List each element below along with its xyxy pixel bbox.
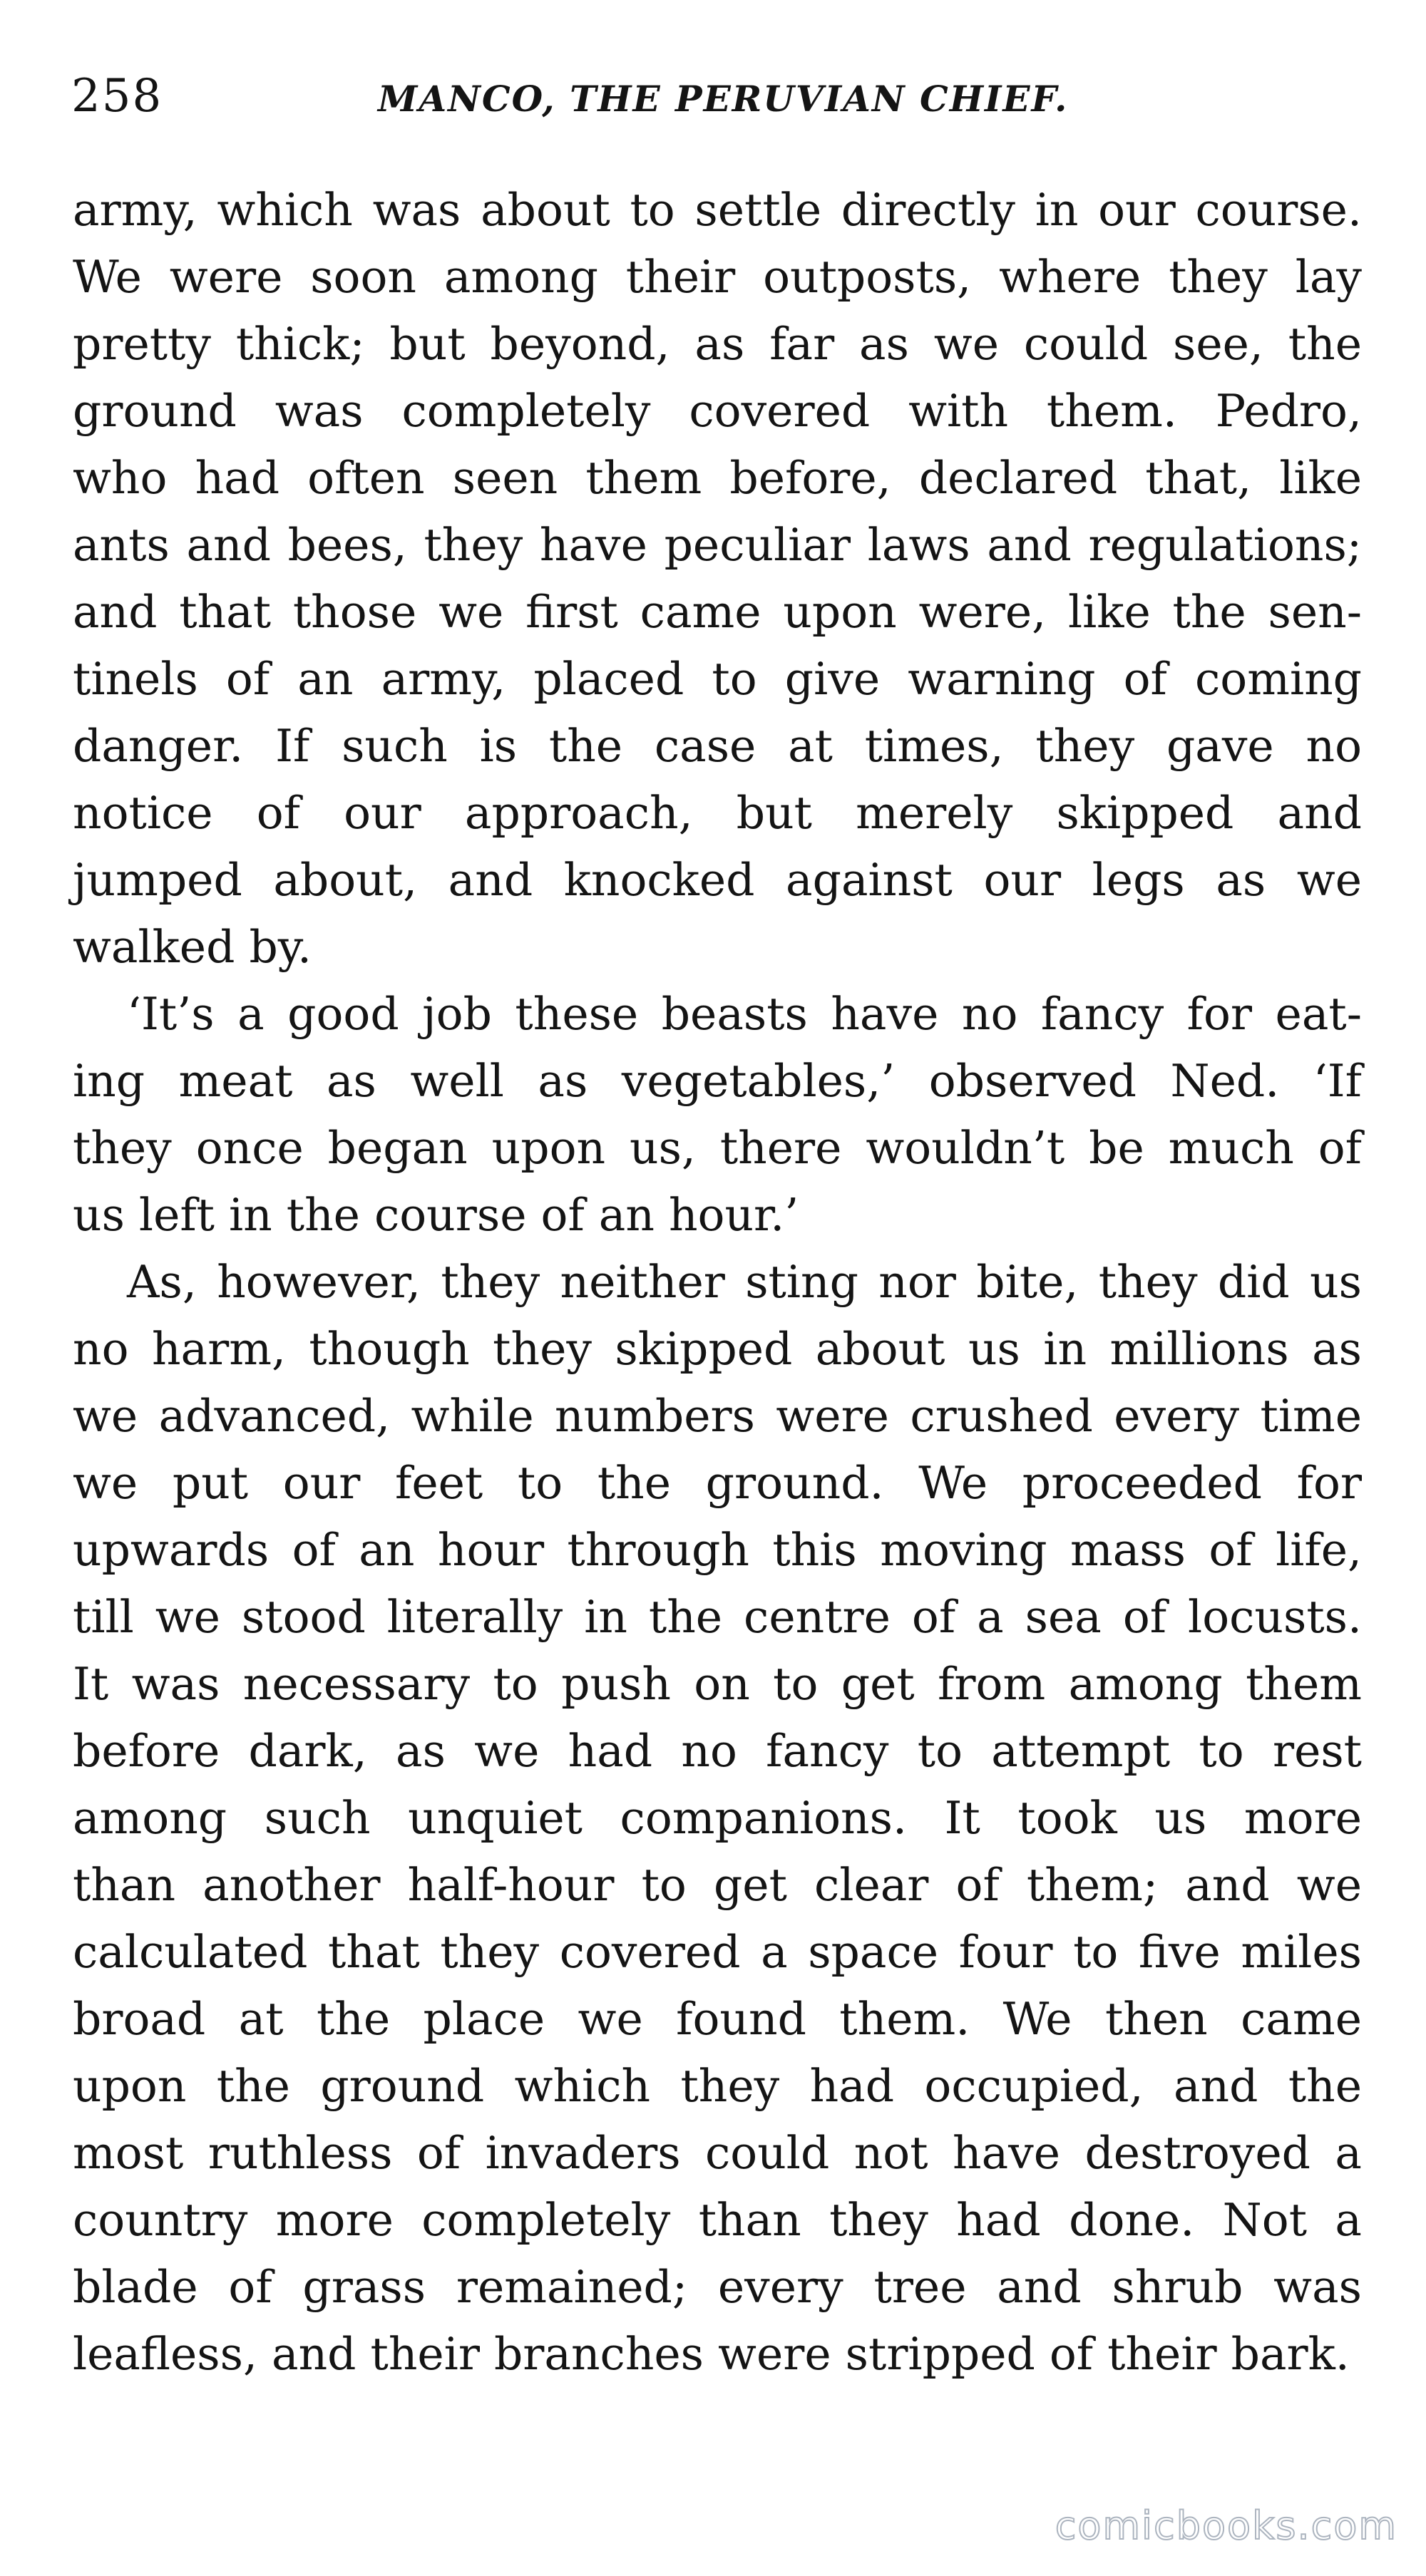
text-line: till we stood literally in the centre of a sea of locusts. [73, 1591, 1362, 1643]
text-line: we put our feet to the ground. We proceeded for [73, 1457, 1362, 1509]
text-line: As, however, they neither sting nor bite, they did us [127, 1256, 1362, 1308]
text-line: calculated that they covered a space four to five miles [73, 1926, 1362, 1978]
text-line: ‘It’s a good job these beasts have no fancy for eat- [127, 988, 1362, 1040]
text-line: upon the ground which they had occupied, and the [73, 2060, 1362, 2112]
paragraph [73, 1249, 1362, 2388]
text-line: than another half-hour to get clear of them; and we [73, 1859, 1362, 1911]
text-line: army, which was about to settle directly in our course. [73, 184, 1362, 236]
text-line: they once began upon us, there wouldn’t be much of [73, 1122, 1362, 1174]
text-line: no harm, though they skipped about us in millions as [73, 1323, 1362, 1375]
text-line: ants and bees, they have peculiar laws and regulations; [73, 519, 1362, 571]
page-number: 258 [71, 70, 163, 123]
body-text [73, 177, 1362, 2388]
text-line: ing meat as well as vegetables,’ observed Ned. ‘If [73, 1055, 1362, 1107]
text-line: before dark, as we had no fancy to attempt to rest [73, 1725, 1362, 1777]
text-line: country more completely than they had done. Not a [73, 2194, 1362, 2246]
text-line: ground was completely covered with them. Pedro, [73, 385, 1362, 437]
text-line: It was necessary to push on to get from among them [73, 1658, 1362, 1710]
text-line: us left in the course of an hour.’ [73, 1189, 799, 1241]
watermark-logo: comicbooks.com [1055, 2503, 1397, 2548]
text-line: walked by. [73, 921, 312, 973]
text-line: we advanced, while numbers were crushed every time [73, 1390, 1362, 1442]
text-line: We were soon among their outposts, where they lay [73, 251, 1362, 303]
text-line: broad at the place we found them. We then came [73, 1993, 1362, 2045]
text-line: danger. If such is the case at times, they gave no [73, 720, 1362, 772]
text-line: pretty thick; but beyond, as far as we could see, the [73, 318, 1362, 370]
text-line: most ruthless of invaders could not have destroyed a [73, 2127, 1362, 2179]
running-title: MANCO, THE PERUVIAN CHIEF. [378, 78, 1069, 120]
page-header [71, 68, 1355, 132]
text-line: and that those we first came upon were, like the sen- [73, 586, 1362, 638]
text-line: among such unquiet companions. It took us more [73, 1792, 1362, 1844]
text-line: tinels of an army, placed to give warning of coming [73, 653, 1362, 705]
text-line: who had often seen them before, declared that, like [73, 452, 1362, 504]
paragraph [73, 981, 1362, 1249]
text-line: upwards of an hour through this moving mass of life, [73, 1524, 1362, 1576]
text-line: notice of our approach, but merely skipped and [73, 787, 1362, 839]
paragraph [73, 177, 1362, 981]
text-line: leafless, and their branches were stripped of their bark. [73, 2328, 1350, 2380]
text-line: blade of grass remained; every tree and shrub was [73, 2261, 1362, 2313]
text-line: jumped about, and knocked against our legs as we [73, 854, 1362, 906]
